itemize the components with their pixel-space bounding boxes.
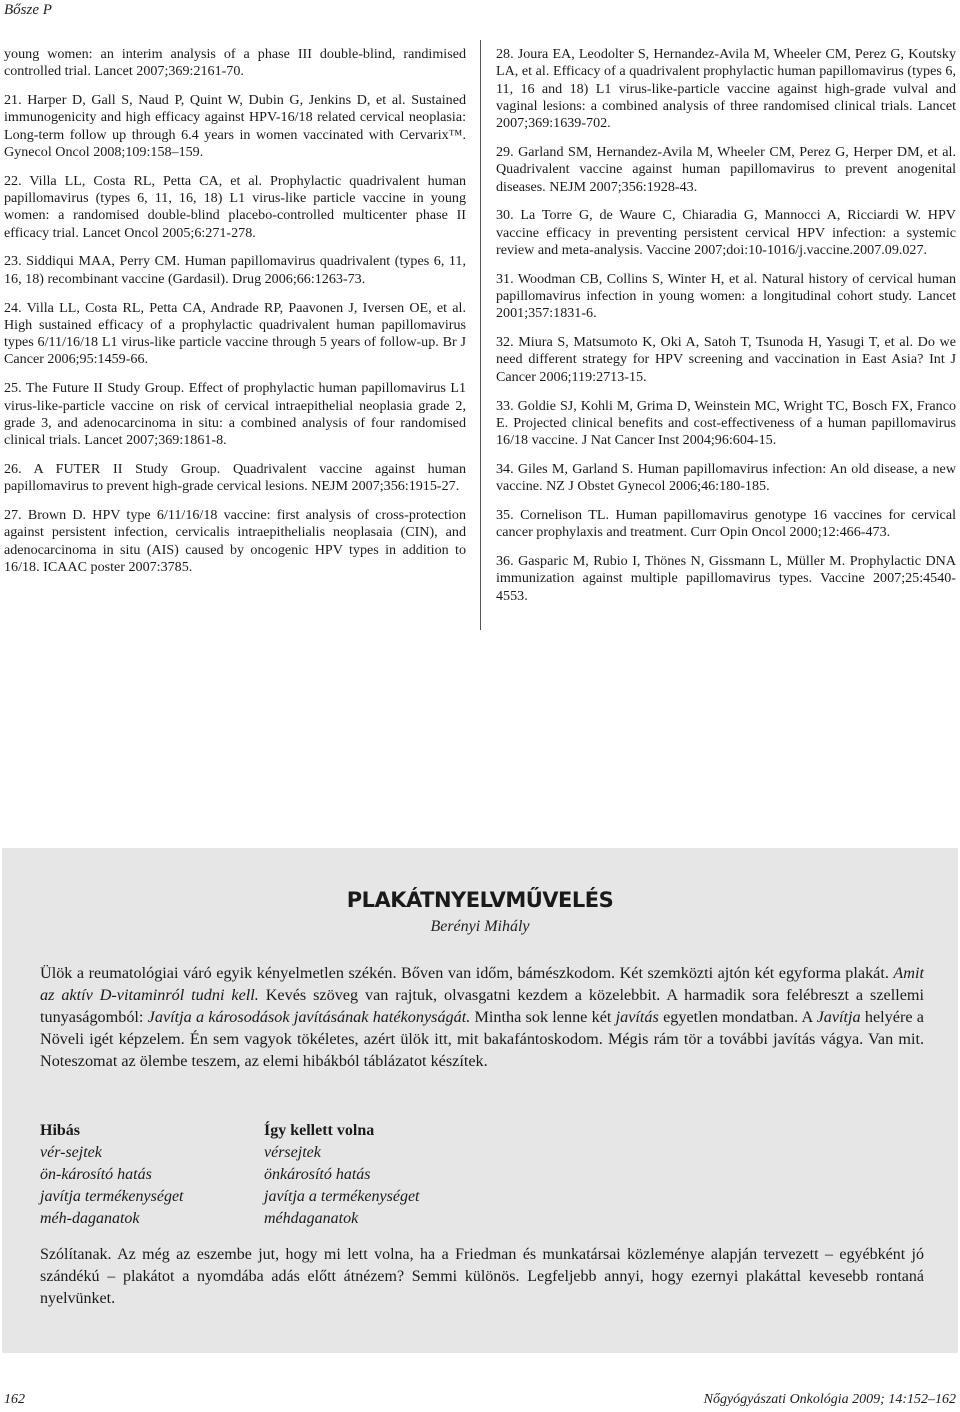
essay-intro-paragraph xyxy=(40,962,924,1072)
intro-italic-text: Javítja xyxy=(816,1008,861,1026)
reference-item: 25. The Future II Study Group. Effect of prophylactic human papillomavirus L1 virus-like-particle vaccine on risk of cervical intraepithelial neoplasia grade 2, grade 3, and adenocarcinoma in situ: a combined analysis of four randomised clinical trials. Lancet 2007;369:1861-8. xyxy=(4,380,466,449)
intro-italic-text: Javítja a károsodások javításának hatékonyságát. xyxy=(147,1008,471,1026)
reference-item: 27. Brown D. HPV type 6/11/16/18 vaccine: first analysis of cross-protection against persistent infection, cervicalis intraepithelialis neoplasaia (CIN), and adenocarcinoma in situ (AIS) caused by oncogenic HPV types in addition to 16/18. ICAAC poster 2007:3785. xyxy=(4,507,466,575)
reference-item: 32. Miura S, Matsumoto K, Oki A, Satoh T, Tsunoda H, Yasugi T, et al. Do we need different strategy for HPV screening and vaccination in East Asia? Int J Cancer 2006;119:2713-15. xyxy=(496,334,956,385)
table-cell-wrong: ön-károsító hatás xyxy=(40,1166,152,1183)
references-left-column xyxy=(4,46,466,576)
page-number: 162 xyxy=(4,1392,25,1407)
wrong-forms-column xyxy=(40,1120,184,1230)
table-cell-correct: javítja a termékenységet xyxy=(264,1188,420,1205)
reference-item: 33. Goldie SJ, Kohli M, Grima D, Weinstein MC, Wright TC, Bosch FX, Franco E. Projected clinical benefits and cost-effectiveness of a human papillomavirus 16/18 vaccine. J Nat Cancer Inst 2004;96:604-15. xyxy=(496,397,956,449)
reference-item: 35. Cornelison TL. Human papillomavirus genotype 16 vaccines for cervical cancer prophylaxis and treatment. Curr Opin Oncol 2000;12:466-473. xyxy=(496,507,956,541)
references-right-column xyxy=(496,46,956,605)
intro-text: helyére a Növeli igét képzelem. Én sem vagyok tökéletes, azért ülök itt, mit bakafántoskodom. Mégis rám tör a további javítás vágya. Van mit. Noteszomat az ölembe teszem, az elemi hibákból táblázatot készítek. xyxy=(40,1008,924,1070)
correct-forms-column xyxy=(264,1120,420,1230)
intro-italic-text: Amit az aktív D-vitaminról tudni kell. xyxy=(40,964,924,1004)
journal-citation: Nőgyógyászati Onkológia 2009; 14:152–162 xyxy=(703,1392,956,1407)
table-cell-wrong: méh-daganatok xyxy=(40,1210,140,1227)
reference-item: 34. Giles M, Garland S. Human papillomavirus infection: An old disease, a new vaccine. NZ J Obstet Gynecol 2006;46:180-185. xyxy=(496,460,956,495)
closing-text: Szólítanak. Az még az eszembe jut, hogy mi lett volna, ha a Friedman és munkatársai közleménye alapján tervezett – egyébként jó szándékú – plakátot a nyomdába adás előtt átnézem? Semmi különös. Legfeljebb annyi, hogy ezernyi plakáttal kevesebb rontaná nyelvünket. xyxy=(40,1246,924,1307)
reference-item: 31. Woodman CB, Collins S, Winter H, et al. Natural history of cervical human papillomavirus infection in young women: a longitudinal cohort study. Lancet 2001;357:1831-6. xyxy=(496,270,956,322)
reference-item: 21. Harper D, Gall S, Naud P, Quint W, Dubin G, Jenkins D, et al. Sustained immunogenicity and high efficacy against HPV-16/18 related cervical neoplasia: Long-term follow up through 6.4 years in women vaccinated with Cervarix™. Gynecol Oncol 2008;109:158–159. xyxy=(4,92,466,160)
column-divider xyxy=(480,40,481,630)
running-header-author: Bősze P xyxy=(4,2,52,18)
intro-text: Ülök a reumatológiai váró egyik kényelmetlen székén. Bőven van időm, bámészkodom. Két szemközti ajtón két egyforma plakát. xyxy=(40,964,894,982)
reference-item: 28. Joura EA, Leodolter S, Hernandez-Avila M, Wheeler CM, Perez G, Koutsky LA, et al. Efficacy of a quadrivalent prophylactic human papillomavirus (types 6, 11, 16 and 18) L1 virus-like-particle vaccine against high-grade vulval and vaginal lesions: a combined analysis of three randomised clinical trials. Lancet 2007;369:1639-702. xyxy=(496,46,956,132)
reference-item: 26. A FUTER II Study Group. Quadrivalent vaccine against human papillomavirus to prevent high-grade cervical lesions. NEJM 2007;356:1915-27. xyxy=(4,460,466,495)
reference-item: 36. Gasparic M, Rubio I, Thönes N, Gissmann L, Müller M. Prophylactic DNA immunization against multiple papillomavirus types. Vaccine 2007;25:4540-4553. xyxy=(496,553,956,604)
essay-title: PLAKÁTNYELVMŰVELÉS xyxy=(346,888,614,912)
intro-text: Mintha sok lenne két xyxy=(470,1008,616,1026)
table-header-correct: Így kellett volna xyxy=(264,1122,375,1139)
reference-item: 22. Villa LL, Costa RL, Petta CA, et al. Prophylactic quadrivalent human papillomavirus (types 6, 11, 16, 18) L1 virus-like particle vaccine in young women: a randomised double-blind placebo-controlled multicenter phase II efficacy trial. Lancet Oncol 2005;6:271-278. xyxy=(4,172,466,241)
table-cell-correct: vérsejtek xyxy=(264,1144,321,1161)
table-cell-wrong: javítja termékenységet xyxy=(40,1188,184,1205)
reference-item: 30. La Torre G, de Waure C, Chiaradia G, Mannocci A, Ricciardi W. HPV vaccine efficacy in preventing persistent cervical HPV infection: a systemic review and meta-analysis. Vaccine 2007;doi:10-1016/j.vaccine.2007.09.027. xyxy=(496,207,956,258)
essay-closing-paragraph xyxy=(40,1244,924,1310)
table-cell-correct: méhdaganatok xyxy=(264,1210,359,1227)
intro-italic-text: javítás xyxy=(615,1008,659,1026)
essay-author: Berényi Mihály xyxy=(430,918,530,935)
table-cell-wrong: vér-sejtek xyxy=(40,1144,102,1161)
reference-item: 23. Siddiqui MAA, Perry CM. Human papillomavirus quadrivalent (types 6, 11, 16, 18) recombinant vaccine (Gardasil). Drug 2006;66:1263-73. xyxy=(4,253,466,287)
intro-text: egyetlen mondatban. A xyxy=(658,1008,817,1026)
reference-item: 29. Garland SM, Hernandez-Avila M, Wheeler CM, Perez G, Herper DM, et al. Quadrivalent vaccine against human papillomavirus to prevent anogenital diseases. NEJM 2007;356:1928-43. xyxy=(496,143,956,195)
table-header-wrong: Hibás xyxy=(40,1122,81,1139)
table-cell-correct: önkárosító hatás xyxy=(264,1166,371,1183)
reference-item: young women: an interim analysis of a phase III double-blind, randimised controlled trial. Lancet 2007;369:2161-70. xyxy=(4,46,466,80)
essay-box xyxy=(2,848,958,1353)
reference-item: 24. Villa LL, Costa RL, Petta CA, Andrade RP, Paavonen J, Iversen OE, et al. High sustained efficacy of a prophylactic quadrivalent human papillomavirus types 6/11/16/18 L1 virus-like particle vaccine through 5 years of follow-up. Br J Cancer 2006;95:1459-66. xyxy=(4,299,466,368)
intro-text: Kevés szöveg van rajtuk, olvasgatni kezdem a közelebbit. A harmadik sora felébreszt a szellemi tunyaságomból: xyxy=(40,986,924,1026)
